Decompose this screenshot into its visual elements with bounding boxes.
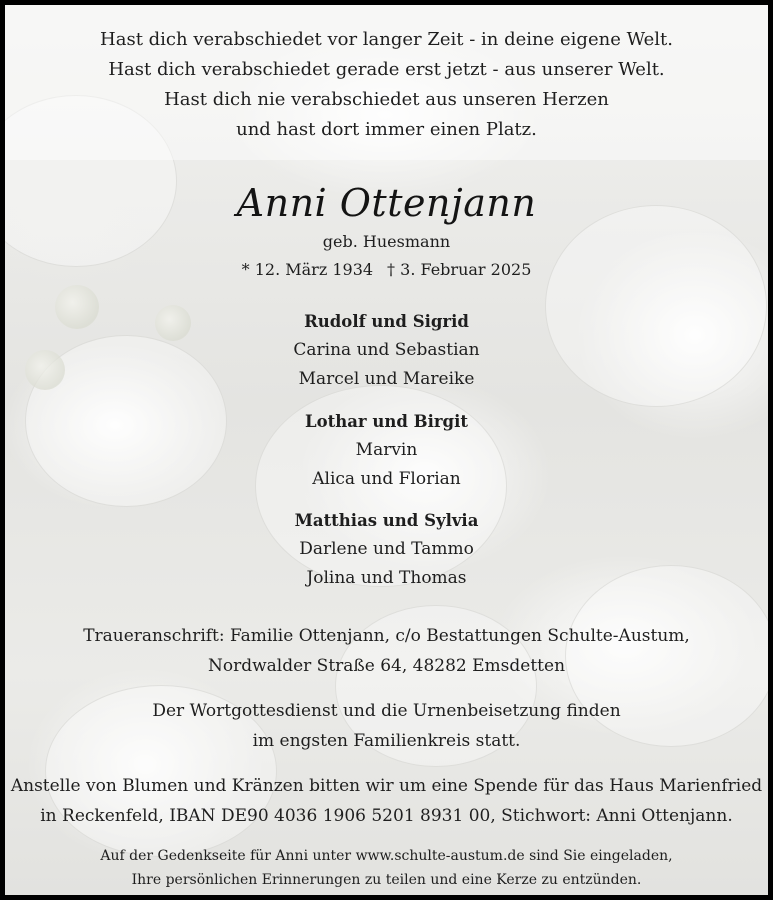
poem-line: Hast dich verabschiedet gerade erst jetzt - aus unserer Welt. [108, 59, 665, 80]
service-line: Der Wortgottesdienst und die Urnenbeisetzung finden [152, 701, 621, 721]
address-line: Traueranschrift: Familie Ottenjann, c/o Bestattungen Schulte-Austum, [83, 626, 690, 646]
deceased-name: Anni Ottenjann [236, 181, 537, 225]
family-head: Rudolf und Sigrid [304, 312, 469, 331]
donation-line: Anstelle von Blumen und Kränzen bitten wir um eine Spende für das Haus Marienfried [10, 776, 763, 796]
life-dates [5, 258, 768, 282]
family-member: Darlene und Tammo [299, 539, 474, 559]
death-date: † 3. Februar 2025 [387, 260, 532, 279]
address-line: Nordwalder Straße 64, 48282 Emsdetten [207, 656, 566, 676]
family-group [5, 407, 768, 494]
memorial-line: Ihre persönlichen Erinnerungen zu teilen und eine Kerze zu entzünden. [131, 872, 642, 888]
donation-line: in Reckenfeld, IBAN DE90 4036 1906 5201 8931 00, Stichwort: Anni Ottenjann. [40, 806, 733, 826]
family-group [5, 307, 768, 394]
memorial-page-note [5, 844, 768, 892]
birth-name: geb. Huesmann [322, 232, 451, 251]
family-member: Carina und Sebastian [293, 340, 480, 360]
poem-line: Hast dich nie verabschiedet aus unseren Herzen [164, 89, 609, 110]
family-member: Alica und Florian [312, 469, 461, 489]
obituary-card [5, 5, 768, 895]
family-member: Marvin [355, 440, 418, 460]
poem-line: Hast dich verabschiedet vor langer Zeit - in deine eigene Welt. [100, 29, 673, 50]
family-member: Marcel und Mareike [298, 369, 475, 389]
poem [5, 25, 768, 145]
family-head: Matthias und Sylvia [294, 511, 479, 530]
birth-date: * 12. März 1934 [241, 260, 374, 279]
poem-line: und hast dort immer einen Platz. [236, 119, 537, 140]
mourning-address [5, 621, 768, 681]
family-member: Jolina und Thomas [306, 568, 467, 588]
family-group [5, 506, 768, 593]
donation-note [5, 771, 768, 831]
service-line: im engsten Familienkreis statt. [252, 731, 521, 751]
memorial-line: Auf der Gedenkseite für Anni unter www.schulte-austum.de sind Sie eingeladen, [100, 848, 673, 864]
service-note [5, 696, 768, 756]
family-head: Lothar und Birgit [305, 412, 468, 431]
